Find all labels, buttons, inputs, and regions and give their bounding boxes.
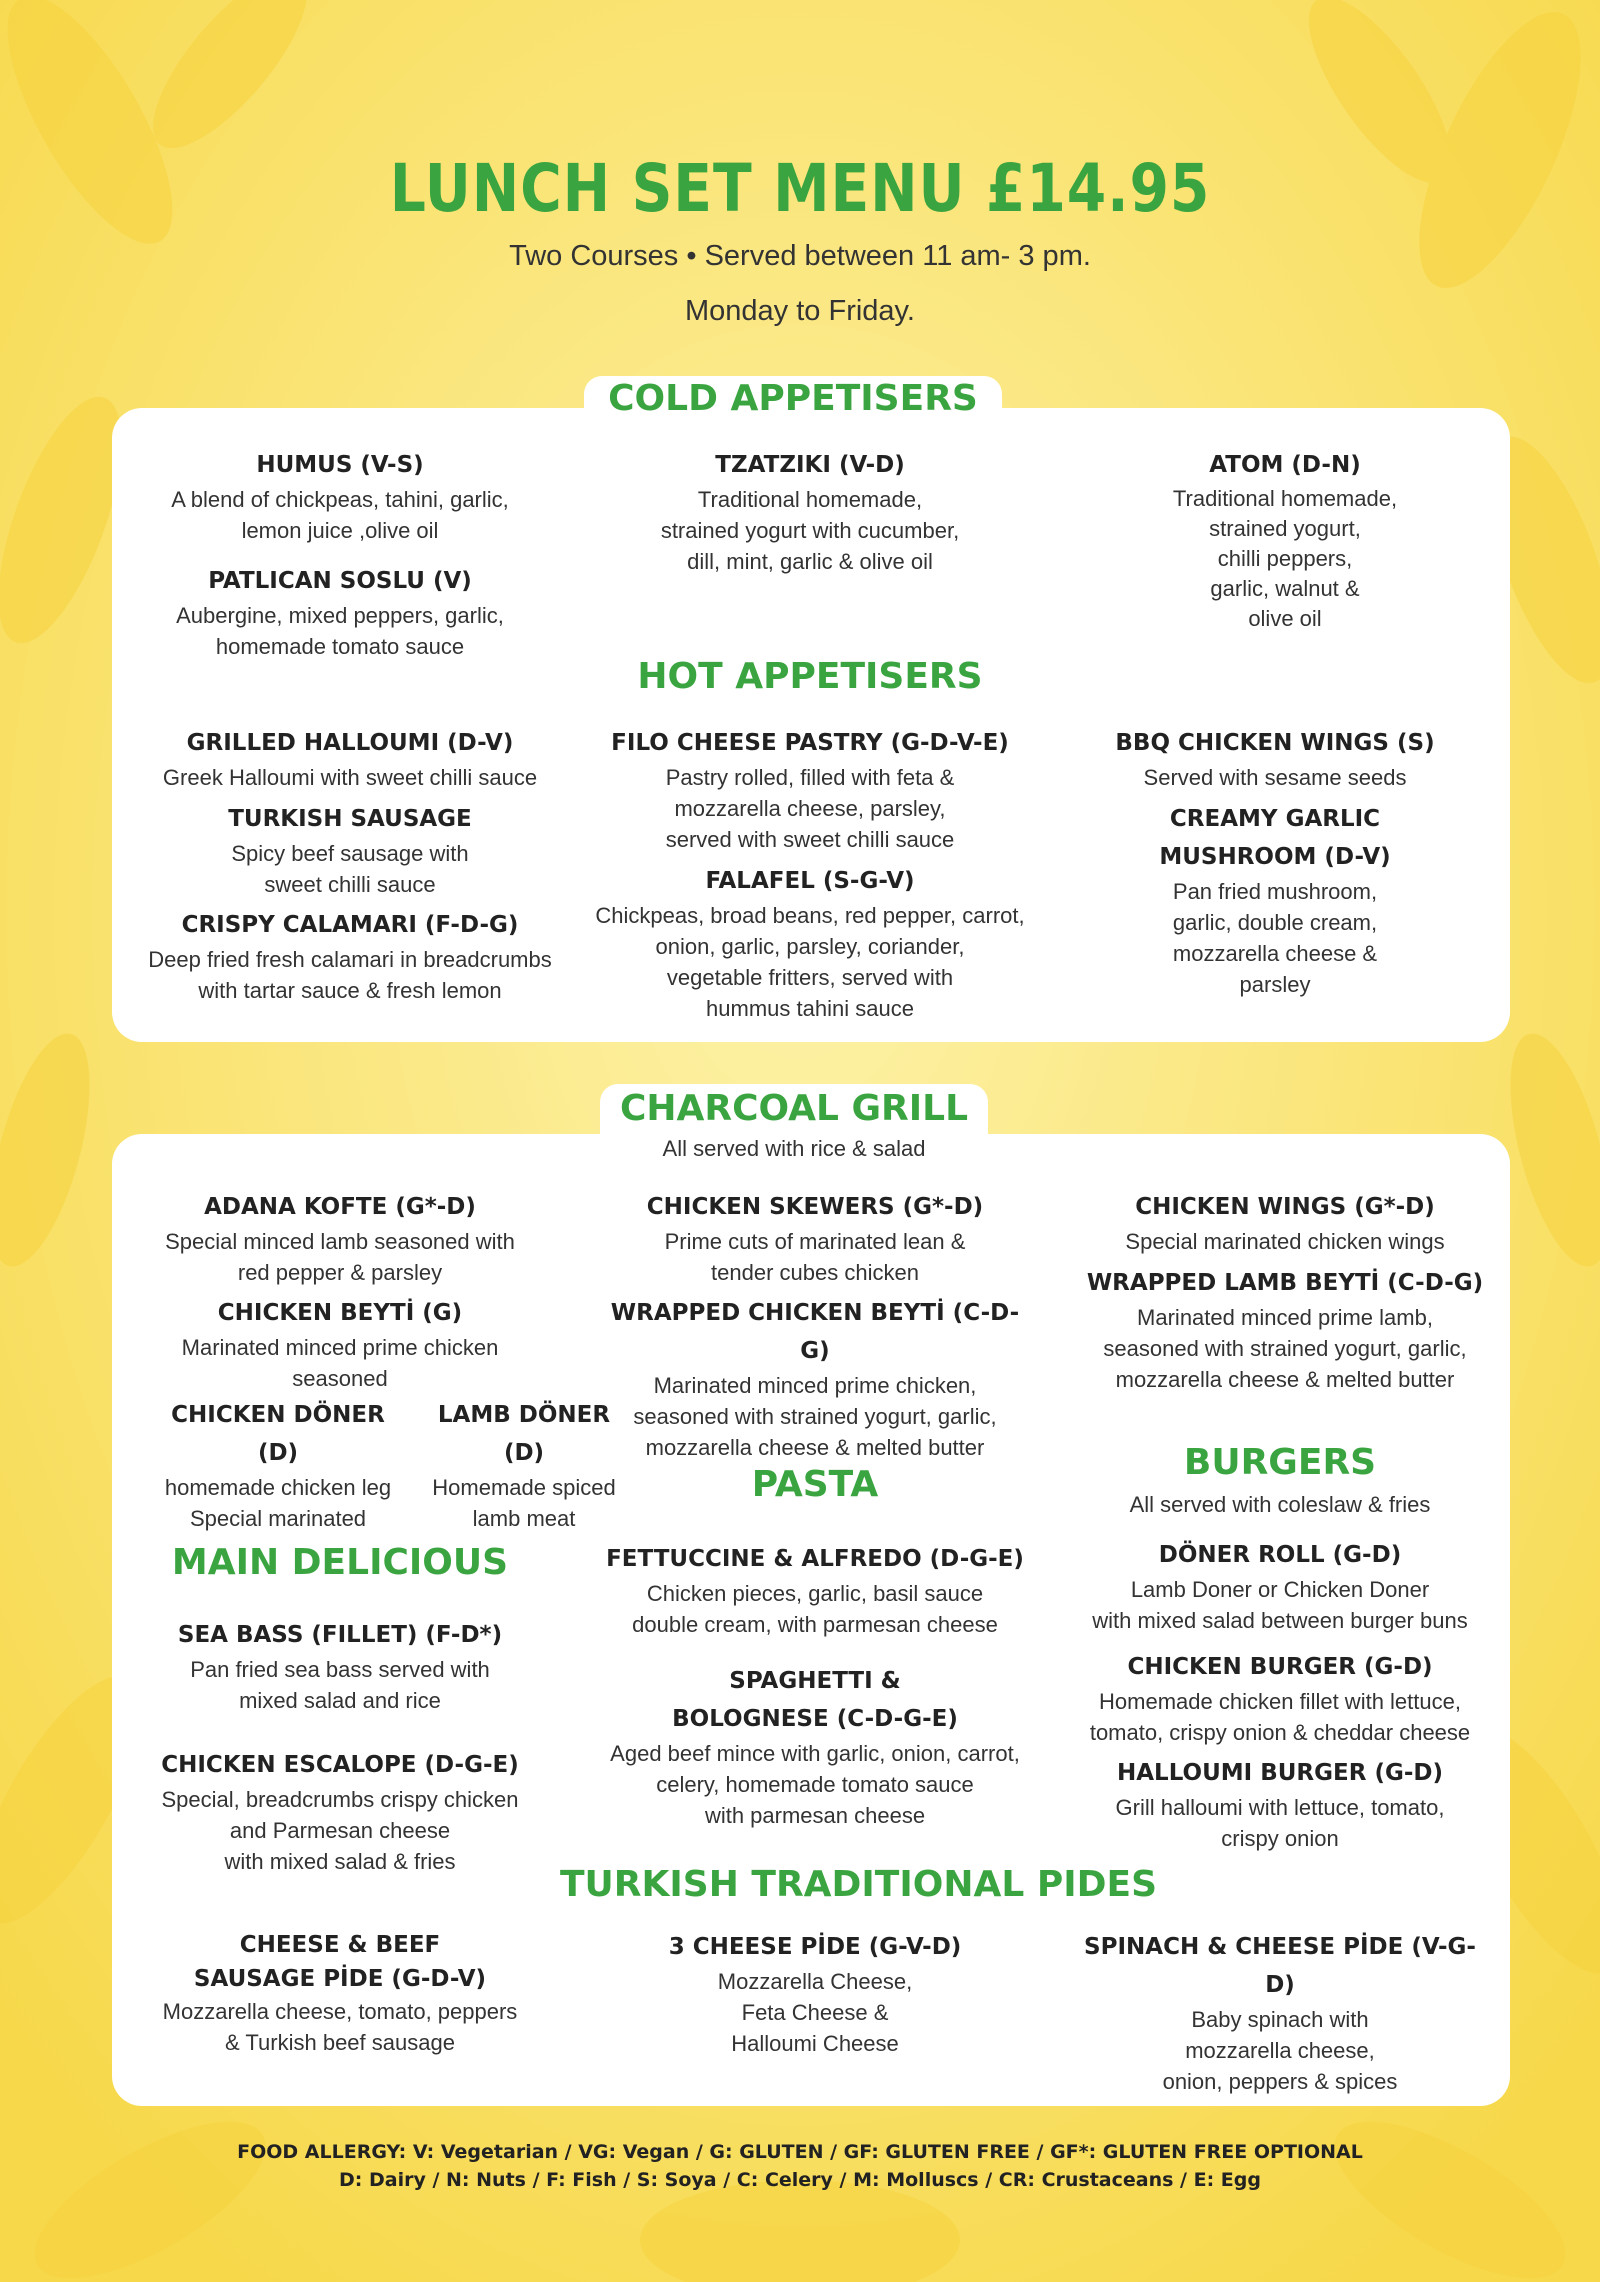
item-name: LAMB DÖNER (D) (437, 1402, 611, 1466)
item-desc: homemade chicken leg Special marinated (164, 1475, 392, 1531)
item-desc: Served with sesame seeds (1143, 765, 1407, 790)
item-name: CRISPY CALAMARI (F-D-G) (181, 912, 519, 938)
item-desc: Traditional homemade, strained yogurt with cucumber, dill, mint, garlic & olive oil (660, 487, 960, 574)
item-desc: Lamb Doner or Chicken Doner with mixed salad between burger buns (1092, 1577, 1468, 1633)
item-desc: Special marinated chicken wings (1125, 1229, 1445, 1254)
cold-appetisers-heading: COLD APPETISERS (608, 378, 978, 419)
menu-item-crispy-calamari (130, 906, 570, 1006)
item-desc: Pan fried sea bass served with mixed salad and rice (190, 1657, 490, 1713)
item-name: WRAPPED CHICKEN BEYTİ (C-D-G) (610, 1300, 1020, 1364)
item-desc: Homemade spiced lamb meat (432, 1475, 616, 1531)
menu-item-chicken-wings (1080, 1188, 1490, 1257)
item-desc: Special, breadcrumbs crispy chicken and Parmesan cheese with mixed salad & fries (161, 1787, 519, 1874)
item-name: SEA BASS (FILLET) (F-D*) (177, 1622, 503, 1648)
item-name: FILO CHEESE PASTRY (G-D-V-E) (611, 730, 1009, 756)
item-name: GRILLED HALLOUMI (D-V) (186, 730, 514, 756)
menu-item-grilled-halloumi (130, 724, 570, 793)
menu-item-spinach-cheese-pide (1070, 1928, 1490, 2097)
menu-item-chicken-doner (158, 1396, 398, 1534)
item-name: SPINACH & CHEESE PİDE (V-G-D) (1084, 1934, 1476, 1998)
menu-item-bbq-chicken-wings (1100, 724, 1450, 793)
menu-item-lamb-doner (416, 1396, 632, 1534)
item-desc: Marinated minced prime lamb, seasoned with strained yogurt, garlic, mozzarella cheese & melted butter (1103, 1305, 1467, 1392)
item-desc: Special minced lamb seasoned with red pepper & parsley (165, 1229, 515, 1285)
item-name: CHICKEN BURGER (G-D) (1127, 1654, 1433, 1680)
item-desc: Marinated minced prime chicken, seasoned with strained yogurt, garlic, mozzarella cheese & melted butter (633, 1373, 997, 1460)
menu-item-filo-cheese-pastry (590, 724, 1030, 855)
item-name: HUMUS (V-S) (256, 452, 424, 478)
item-name: HALLOUMI BURGER (G-D) (1117, 1760, 1443, 1786)
item-desc: Aged beef mince with garlic, onion, carrot, celery, homemade tomato sauce with parmesan cheese (610, 1741, 1020, 1828)
item-name: CHICKEN DÖNER (D) (171, 1402, 385, 1466)
menu-item-sea-bass (130, 1616, 550, 1716)
item-desc: Mozzarella Cheese, Feta Cheese & Halloumi Cheese (717, 1969, 913, 2056)
item-desc: Deep fried fresh calamari in breadcrumbs with tartar sauce & fresh lemon (148, 947, 552, 1003)
item-name: CHICKEN SKEWERS (G*-D) (646, 1194, 984, 1220)
item-name: CHICKEN WINGS (G*-D) (1135, 1194, 1435, 1220)
charcoal-grill-subheading: All served with rice & salad (662, 1136, 926, 1161)
item-desc: Prime cuts of marinated lean & tender cubes chicken (664, 1229, 966, 1285)
burgers-subheading: All served with coleslaw & fries (1129, 1492, 1431, 1517)
item-name: FETTUCCINE & ALFREDO (D-G-E) (606, 1546, 1024, 1572)
menu-item-wrapped-lamb-beyti (1080, 1264, 1490, 1395)
item-desc: Marinated minced prime chicken seasoned (181, 1335, 499, 1391)
allergy-footer (0, 2138, 1600, 2194)
menu-item-falafel (590, 862, 1030, 1024)
item-desc: Mozzarella cheese, tomato, peppers & Turkish beef sausage (162, 1999, 518, 2055)
item-name: TZATZIKI (V-D) (715, 452, 905, 478)
item-name: WRAPPED LAMB BEYTİ (C-D-G) (1086, 1270, 1484, 1296)
menu-item-creamy-garlic-mushroom (1100, 800, 1450, 1000)
item-desc: Pastry rolled, filled with feta & mozzarella cheese, parsley, served with sweet chilli sauce (665, 765, 955, 852)
menu-item-doner-roll (1070, 1536, 1490, 1636)
menu-item-turkish-sausage (130, 800, 570, 900)
menu-item-three-cheese-pide (610, 1928, 1020, 2059)
item-desc: Spicy beef sausage with sweet chilli sauce (231, 841, 469, 897)
item-name: SPAGHETTI & BOLOGNESE (C-D-G-E) (672, 1668, 958, 1732)
menu-days: Monday to Friday. (685, 295, 915, 327)
main-delicious-heading: MAIN DELICIOUS (171, 1542, 509, 1583)
burgers-heading: BURGERS (1183, 1442, 1377, 1483)
menu-item-cheese-beef-pide (130, 1928, 550, 2058)
item-name: FALAFEL (S-G-V) (705, 868, 915, 894)
item-name: CHICKEN BEYTİ (G) (217, 1300, 463, 1326)
item-name: CHICKEN ESCALOPE (D-G-E) (161, 1752, 519, 1778)
menu-item-spaghetti-bolognese (600, 1662, 1030, 1831)
pasta-heading: PASTA (751, 1464, 879, 1505)
menu-item-chicken-beyti (130, 1294, 550, 1394)
menu-item-chicken-escalope (130, 1746, 550, 1877)
item-name: CREAMY GARLIC MUSHROOM (D-V) (1159, 806, 1391, 870)
item-name: BBQ CHICKEN WINGS (S) (1115, 730, 1435, 756)
menu-item-humus (130, 446, 550, 546)
menu-item-fettuccine-alfredo (600, 1540, 1030, 1640)
charcoal-grill-heading: CHARCOAL GRILL (619, 1088, 969, 1129)
item-desc: Traditional homemade, strained yogurt, chilli peppers, garlic, walnut & olive oil (1172, 486, 1398, 631)
menu-subtitle: Two Courses • Served between 11 am- 3 pm. (509, 240, 1091, 272)
menu-title: LUNCH SET MENU £14.95 (389, 150, 1211, 227)
allergy-line-2: D: Dairy / N: Nuts / F: Fish / S: Soya / C: Celery / M: Molluscs / CR: Crustaceans / E: Egg (339, 2169, 1261, 2191)
item-name: PATLICAN SOSLU (V) (208, 568, 472, 594)
menu-item-chicken-skewers (610, 1188, 1020, 1288)
menu-item-tzatziki (600, 446, 1020, 577)
item-desc: Aubergine, mixed peppers, garlic, homemade tomato sauce (176, 603, 504, 659)
allergy-line-1: FOOD ALLERGY: V: Vegetarian / VG: Vegan / G: GLUTEN / GF: GLUTEN FREE / GF*: GLUTEN FREE OPTIONAL (237, 2141, 1363, 2163)
item-name: TURKISH SAUSAGE (228, 806, 472, 832)
item-desc: Homemade chicken fillet with lettuce, tomato, crispy onion & cheddar cheese (1089, 1689, 1471, 1745)
item-name: DÖNER ROLL (G-D) (1158, 1542, 1402, 1568)
item-name: ATOM (D-N) (1209, 452, 1361, 478)
menu-item-chicken-burger (1070, 1648, 1490, 1748)
menu-item-halloumi-burger (1070, 1754, 1490, 1854)
menu-item-adana-kofte (130, 1188, 550, 1288)
item-name: ADANA KOFTE (G*-D) (204, 1194, 476, 1220)
turkish-pides-heading: TURKISH TRADITIONAL PIDES (560, 1864, 1158, 1905)
hot-appetisers-heading: HOT APPETISERS (637, 656, 983, 697)
item-name: 3 CHEESE PİDE (G-V-D) (668, 1934, 962, 1960)
menu-item-patlican (130, 562, 550, 662)
item-desc: Chicken pieces, garlic, basil sauce double cream, with parmesan cheese (632, 1581, 998, 1637)
menu-item-atom (1110, 446, 1460, 634)
item-desc: Greek Halloumi with sweet chilli sauce (162, 765, 538, 790)
item-desc: Pan fried mushroom, garlic, double cream, mozzarella cheese & parsley (1172, 879, 1378, 997)
item-desc: A blend of chickpeas, tahini, garlic, lemon juice ,olive oil (171, 487, 509, 543)
item-desc: Baby spinach with mozzarella cheese, onion, peppers & spices (1162, 2007, 1398, 2094)
item-name: CHEESE & BEEF SAUSAGE PİDE (G-D-V) (193, 1932, 487, 1992)
menu-item-wrapped-chicken-beyti (610, 1294, 1020, 1463)
item-desc: Chickpeas, broad beans, red pepper, carrot, onion, garlic, parsley, coriander, vegetable fritters, served with hummus tahini sauce (595, 903, 1025, 1021)
item-desc: Grill halloumi with lettuce, tomato, crispy onion (1115, 1795, 1445, 1851)
